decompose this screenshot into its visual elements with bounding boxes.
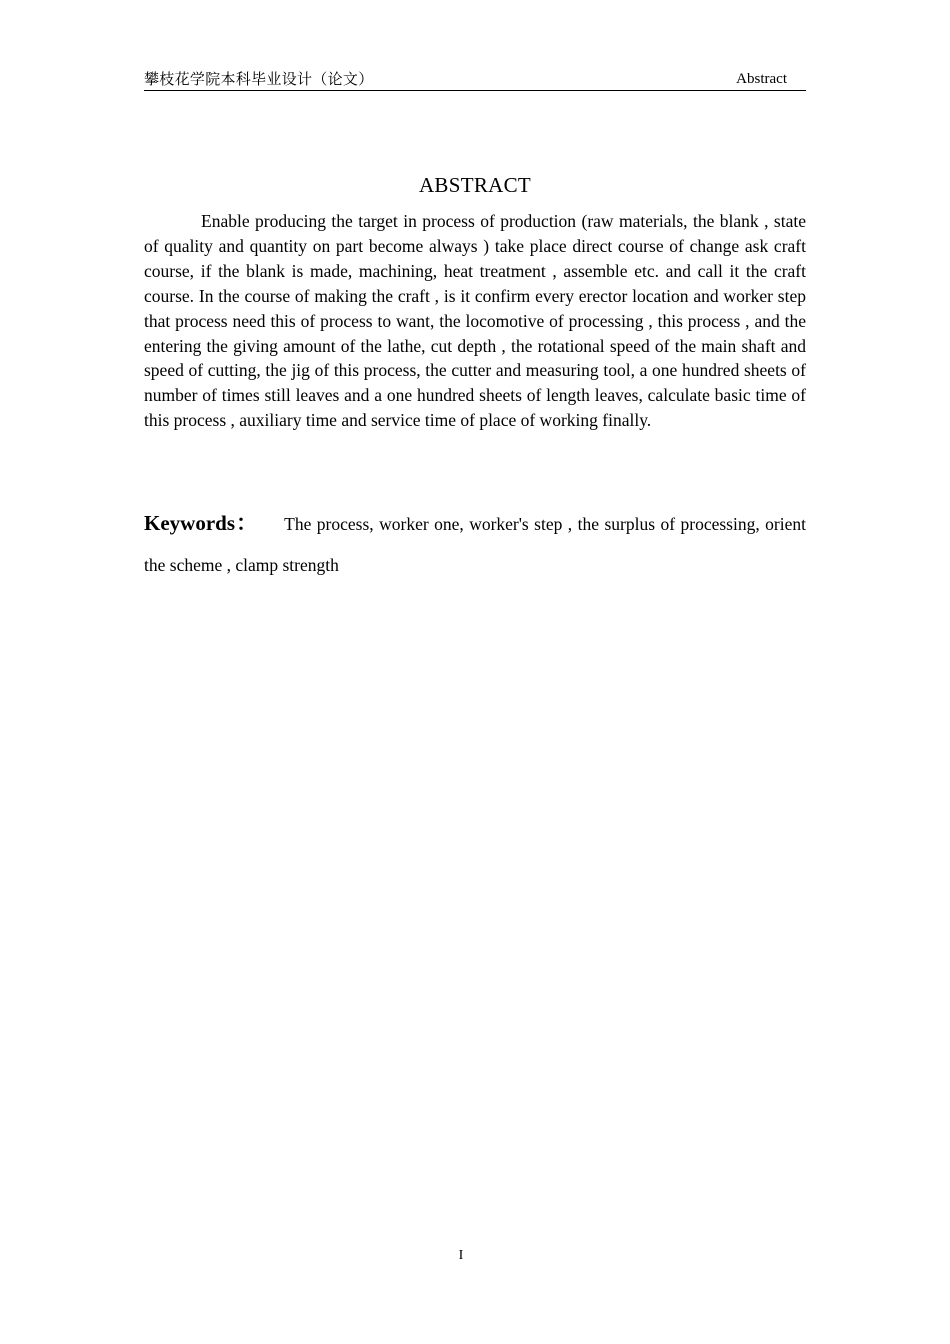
page-number: I	[458, 1248, 464, 1263]
keywords-text: The process, worker one, worker's step , the surplus of processing, orient the scheme , clamp strength	[144, 514, 806, 575]
keywords-label: Keywords：	[144, 511, 259, 535]
page-header	[144, 68, 806, 91]
header-section-title: Abstract	[736, 71, 787, 87]
abstract-heading: ABSTRACT	[418, 173, 532, 197]
abstract-paragraph: Enable producing the target in process of production (raw materials, the blank , state of quality and quantity on part become always ) take place direct course of change ask craft course, if the blank is made, machining, heat treatment , assemble etc. and call it the craft course. In the course of making the craft , is it confirm every erector location and worker step that process need this of process to want, the locomotive of processing , this process , and the entering the giving amount of the lathe, cut depth , the rotational speed of the main shaft and speed of cutting, the jig of this process, the cutter and measuring tool, a one hundred sheets of number of times still leaves and a one hundred sheets of length leaves, calculate basic time of this process , auxiliary time and service time of place of working finally.	[144, 211, 806, 431]
header-school-title: 攀枝花学院本科毕业设计（论文）	[144, 70, 374, 88]
keywords-paragraph	[144, 503, 806, 586]
